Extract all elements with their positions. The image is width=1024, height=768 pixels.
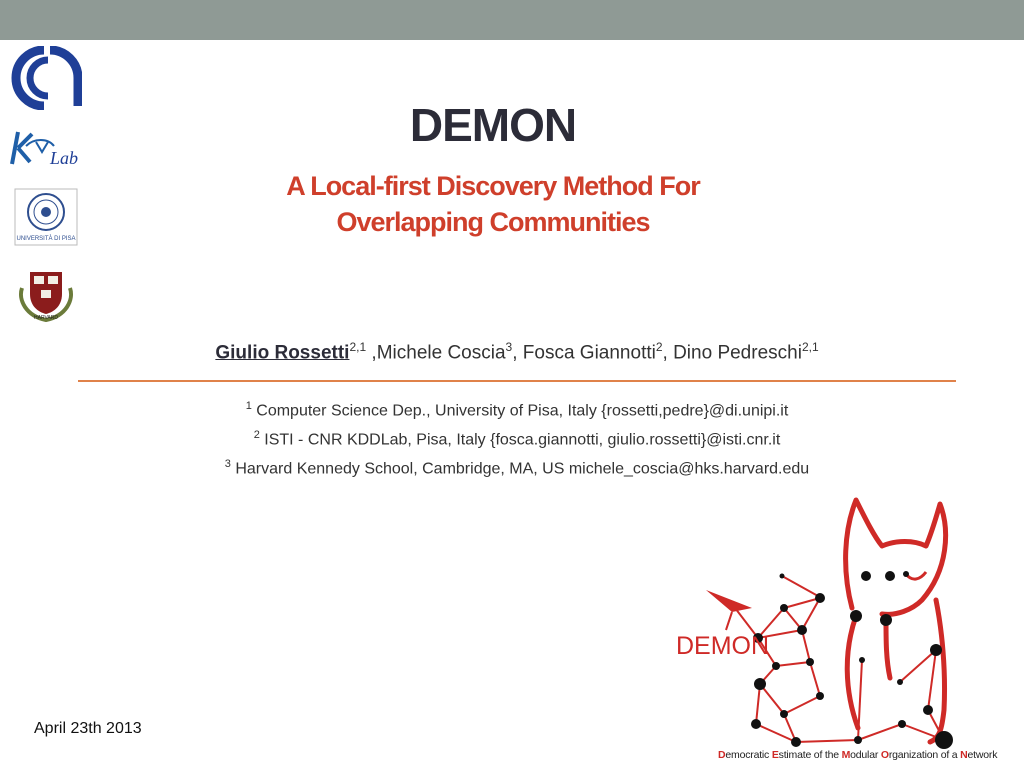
tagline-initial: N xyxy=(960,749,968,761)
author-affiliation-mark: 3 xyxy=(505,340,513,354)
author-affiliation-mark: 2,1 xyxy=(349,340,367,354)
affiliation-line xyxy=(78,400,956,420)
affiliation-line xyxy=(78,429,956,449)
cnr-logo-icon xyxy=(10,46,82,110)
author-name: , Dino Pedreschi xyxy=(662,342,802,364)
author-name: Giulio Rossetti xyxy=(215,342,350,364)
author-name: ,Michele Coscia xyxy=(366,342,506,364)
demon-tagline xyxy=(718,749,1024,761)
affiliation-number: 2 xyxy=(253,429,260,441)
affiliation-line xyxy=(78,458,956,478)
subtitle-line-1: A Local-first Discovery Method For xyxy=(286,171,700,201)
tagline-word: emocratic xyxy=(725,749,772,761)
slide-subtitle xyxy=(180,168,806,240)
tagline-initial: E xyxy=(771,749,779,761)
affiliation-number: 3 xyxy=(224,458,231,470)
tagline-word: stimate of the xyxy=(778,749,842,761)
affiliation-text: Harvard Kennedy School, Cambridge, MA, US michele_coscia@hks.harvard.edu xyxy=(230,460,810,478)
affiliation-number: 1 xyxy=(245,400,252,412)
divider-rule xyxy=(78,380,956,382)
tagline-initial: O xyxy=(880,749,889,761)
demon-logo-word: DEMON xyxy=(676,632,770,660)
subtitle-line-2: Overlapping Communities xyxy=(336,207,650,237)
author-affiliation-mark: 2 xyxy=(655,340,663,354)
tagline-initial: M xyxy=(841,749,851,761)
author-affiliation-mark: 2,1 xyxy=(801,340,819,354)
tagline-word: etwork xyxy=(967,749,998,761)
universita-di-pisa-seal-icon xyxy=(14,188,78,246)
affiliation-text: Computer Science Dep., University of Pisa, Italy {rossetti,pedre}@di.unipi.it xyxy=(251,402,789,420)
harvard-shield-icon xyxy=(16,266,76,322)
top-banner xyxy=(0,0,1024,40)
harvard-text: HARVARD xyxy=(34,315,58,321)
author-name: , Fosca Giannotti xyxy=(512,342,656,364)
tagline-initial: D xyxy=(718,749,726,761)
tagline-word: odular xyxy=(850,749,881,761)
unipi-text: UNIVERSITÀ DI PISA xyxy=(16,236,76,242)
kdd-lab-logo-icon xyxy=(8,128,84,170)
kdd-lab-text: Lab xyxy=(50,148,79,168)
demon-logo-illustration xyxy=(660,490,1024,768)
presentation-date: April 23th 2013 xyxy=(34,720,142,737)
affiliation-text: ISTI - CNR KDDLab, Pisa, Italy {fosca.giannotti, giulio.rossetti}@isti.cnr.it xyxy=(259,431,781,449)
slide-title: DEMON xyxy=(409,99,577,151)
tagline-word: rganization of a xyxy=(888,749,961,761)
author-list xyxy=(78,340,956,364)
